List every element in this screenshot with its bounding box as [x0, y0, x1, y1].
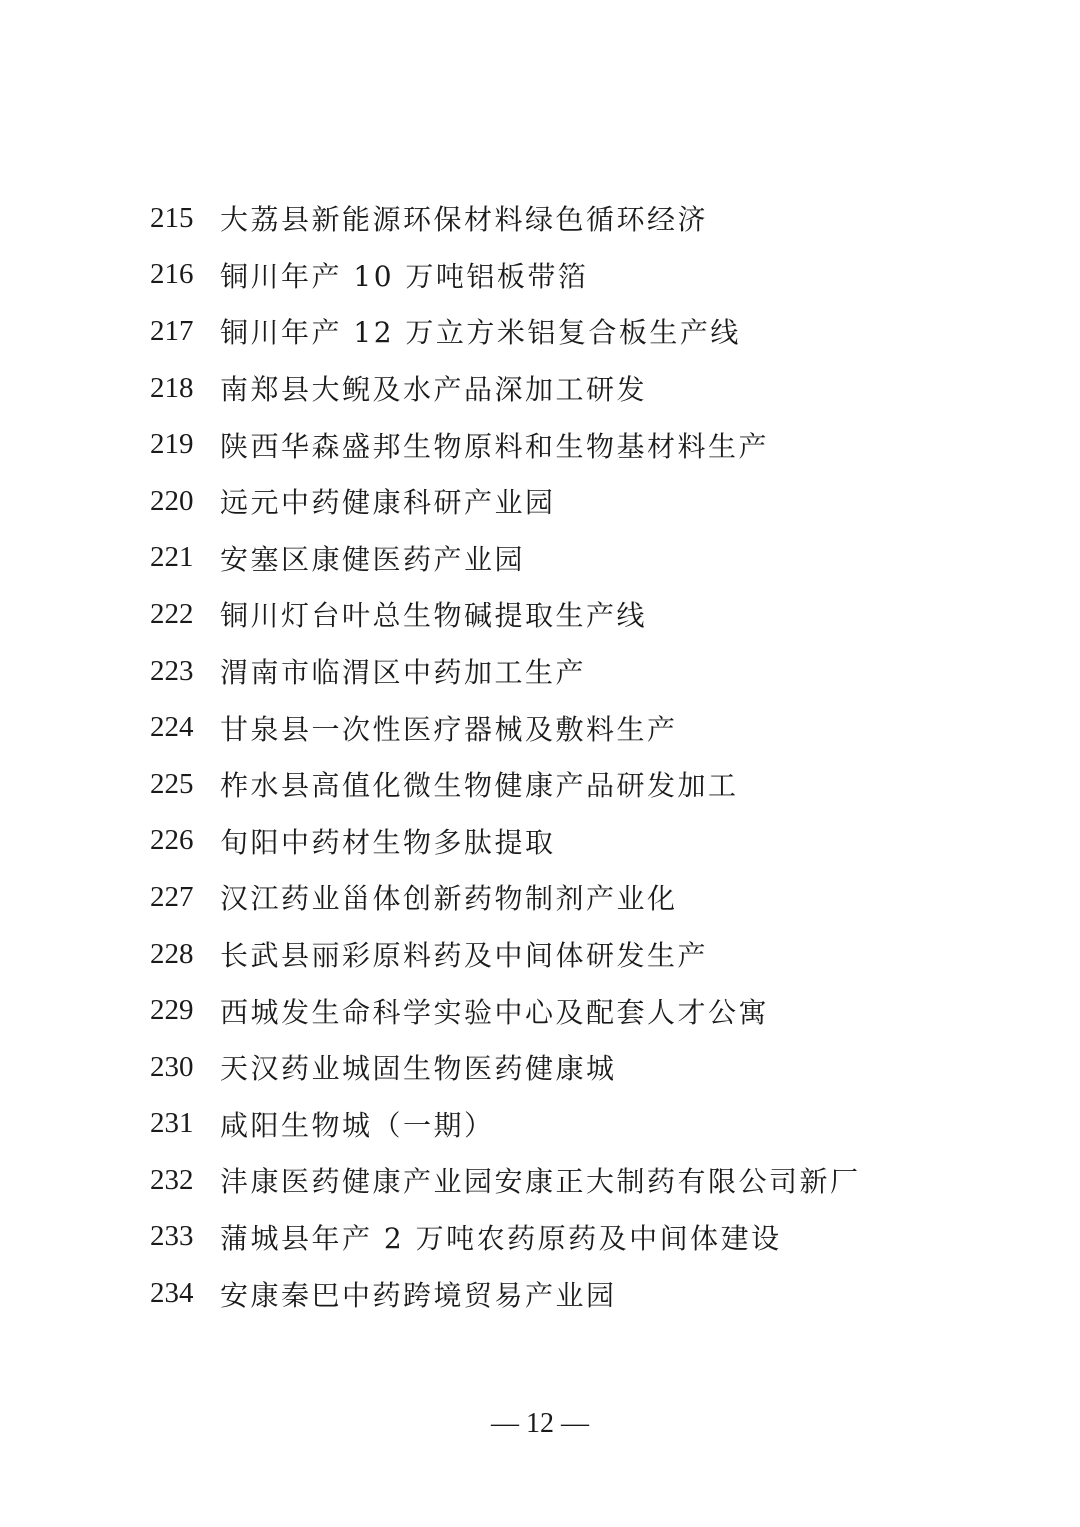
item-name: 咸阳生物城（一期） — [220, 1108, 495, 1142]
list-item — [150, 303, 1030, 360]
item-number: 233 — [150, 1220, 194, 1253]
list-item — [150, 473, 1030, 530]
list-item — [150, 982, 1030, 1039]
list-item — [150, 530, 1030, 587]
item-name: 陕西华森盛邦生物原料和生物基材料生产 — [220, 429, 770, 463]
item-number: 218 — [150, 371, 194, 404]
item-name: 大荔县新能源环保材料绿色循环经济 — [220, 203, 709, 237]
item-number: 221 — [150, 541, 194, 574]
item-number: 222 — [150, 597, 194, 630]
list-item — [150, 643, 1030, 700]
list-item — [150, 756, 1030, 813]
item-number: 215 — [150, 201, 194, 234]
list-item — [150, 1209, 1030, 1266]
item-number: 219 — [150, 428, 194, 461]
item-name: 长武县丽彩原料药及中间体研发生产 — [220, 939, 709, 973]
item-name: 甘泉县一次性医疗器械及敷料生产 — [220, 712, 678, 746]
item-number: 230 — [150, 1050, 194, 1083]
item-number: 228 — [150, 937, 194, 970]
list-item — [150, 190, 1030, 247]
page-number: — 12 — — [491, 1408, 589, 1439]
item-number: 234 — [150, 1277, 194, 1310]
list-item — [150, 1039, 1030, 1096]
list-item — [150, 1265, 1030, 1322]
item-name: 铜川年产 10 万吨铝板带箔 — [220, 259, 589, 293]
item-name: 天汉药业城固生物医药健康城 — [220, 1052, 617, 1086]
item-number: 217 — [150, 314, 194, 347]
list-item — [150, 813, 1030, 870]
list-item — [150, 360, 1030, 417]
list-item — [150, 416, 1030, 473]
list-item — [150, 699, 1030, 756]
list-item — [150, 1152, 1030, 1209]
item-name: 铜川灯台叶总生物碱提取生产线 — [220, 599, 648, 633]
list-item — [150, 926, 1030, 983]
item-name: 旬阳中药材生物多肽提取 — [220, 825, 556, 859]
item-number: 225 — [150, 767, 194, 800]
item-name: 沣康医药健康产业园安康正大制药有限公司新厂 — [220, 1165, 861, 1199]
item-name: 西城发生命科学实验中心及配套人才公寓 — [220, 995, 770, 1029]
item-number: 227 — [150, 880, 194, 913]
item-name: 安塞区康健医药产业园 — [220, 542, 526, 576]
item-number: 232 — [150, 1163, 194, 1196]
list-item — [150, 869, 1030, 926]
list-item — [150, 1096, 1030, 1153]
item-name: 汉江药业甾体创新药物制剂产业化 — [220, 882, 678, 916]
item-number: 229 — [150, 994, 194, 1027]
list-item — [150, 586, 1030, 643]
item-name: 安康秦巴中药跨境贸易产业园 — [220, 1278, 617, 1312]
item-name: 南郑县大鲵及水产品深加工研发 — [220, 373, 648, 407]
item-number: 216 — [150, 258, 194, 291]
item-number: 224 — [150, 711, 194, 744]
item-number: 231 — [150, 1107, 194, 1140]
item-number: 220 — [150, 484, 194, 517]
item-name: 柞水县高值化微生物健康产品研发加工 — [220, 769, 739, 803]
item-name: 蒲城县年产 2 万吨农药原药及中间体建设 — [220, 1221, 782, 1255]
project-list — [150, 190, 1030, 1322]
item-name: 渭南市临渭区中药加工生产 — [220, 656, 587, 690]
item-number: 223 — [150, 654, 194, 687]
item-number: 226 — [150, 824, 194, 857]
item-name: 铜川年产 12 万立方米铝复合板生产线 — [220, 316, 741, 350]
item-name: 远元中药健康科研产业园 — [220, 486, 556, 520]
list-item — [150, 247, 1030, 304]
